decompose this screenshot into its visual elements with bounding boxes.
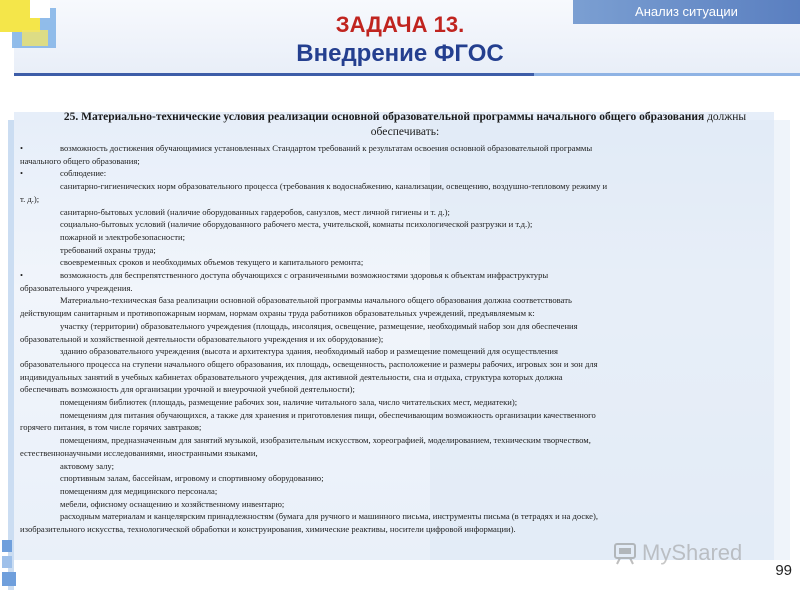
bullet-item xyxy=(20,269,776,282)
text-line: требований охраны труда; xyxy=(60,244,156,255)
corner-decoration-yellow-small xyxy=(22,30,48,46)
bullet-marker: • xyxy=(20,143,24,153)
myshared-logo-icon xyxy=(612,540,638,566)
task-title: ЗАДАЧА 13. xyxy=(335,12,465,37)
text-line: обеспечивать возможность для организации урочной и внеурочной учебной деятельности); xyxy=(20,384,355,395)
page-number: 99 xyxy=(775,562,792,579)
text-line: начального общего образования; xyxy=(20,155,140,166)
text-line: образовательного процесса на ступени начального общего образования, их площадь, освещенность, расположение и размеры рабочих, игровых зон и зон для xyxy=(20,358,598,369)
text-line: пожарной и электробезопасности; xyxy=(60,231,185,242)
watermark-text: MyShared xyxy=(642,540,743,565)
text-line: участку (территории) образовательного учреждения (площадь, инсоляция, освещение, размещение, необходимый набор зон для обеспечения xyxy=(60,320,578,331)
section-banner: Анализ ситуации xyxy=(573,0,800,24)
text-line: действующим санитарным и противопожарным нормам, нормам охраны труда работников образовательных учреждений, предъявляемым к: xyxy=(20,308,535,319)
section-heading-tail: должны обеспечивать: xyxy=(370,111,747,138)
text-line: т. д.); xyxy=(20,193,40,204)
text-line: санитарно-гигиенических норм образовательного процесса (требования к водоснабжению, канализации, освещению, воздушно-тепловому режиму и xyxy=(60,181,608,192)
bullet-item xyxy=(20,167,776,180)
bullet-text: возможность для беспрепятственного доступа обучающихся с ограниченными возможностями здоровья к объектам инфраструктуры xyxy=(60,270,549,281)
text-line: спортивным залам, бассейнам, игровому и спортивному оборудованию; xyxy=(60,473,324,484)
text-line: своевременных сроков и необходимых объемов текущего и капитального ремонта; xyxy=(60,257,364,268)
bullet-marker: • xyxy=(20,270,24,281)
text-line: помещениям библиотек (площадь, размещение рабочих зон, наличие читального зала, число читательских мест, медиатеки); xyxy=(60,397,518,408)
text-line: горячего питания, в том числе горячих завтраков; xyxy=(20,422,202,433)
bullet-marker: • xyxy=(20,168,24,179)
text-line: образовательного учреждения. xyxy=(20,282,133,293)
text-line: мебели, офисному оснащению и хозяйственному инвентарю; xyxy=(60,498,285,509)
section-heading-bold: 25. Материально-техническиe условия реализации основной образовательной программы начального общего образования xyxy=(63,111,705,123)
text-line: социально-бытовых условий (наличие оборудованного рабочего места, учительской, комнаты психологической разгрузки и т.д.); xyxy=(60,219,533,230)
text-line: образовательной и хозяйственной деятельности образовательного учреждения и их оборудование); xyxy=(20,333,384,344)
slide-title: Внедрение ФГОС xyxy=(296,40,504,67)
text-line: санитарно-бытовых условий (наличие оборудованных гардеробов, санузлов, мест личной гигиены и т. д.); xyxy=(60,206,450,217)
text-line: естественнонаучными исследованиями, иностранными языками, xyxy=(20,447,258,458)
bullet-text: соблюдение: xyxy=(60,168,107,179)
watermark xyxy=(612,538,772,568)
text-line: зданию образовательного учреждения (высота и архитектура здания, необходимый набор и размещение помещений для осуществления xyxy=(60,346,558,357)
section-heading xyxy=(40,110,770,140)
requirements-text xyxy=(20,142,776,536)
left-decoration-square xyxy=(2,540,12,552)
text-line: Материально-техническая база реализации основной образовательной программы начального общего образования должна соответствовать xyxy=(60,295,572,306)
text-line: расходным материалам и канцелярским принадлежностям (бумага для ручного и машинного письма, инструменты письма (в тетрадях и на доске), xyxy=(60,511,598,522)
bullet-text: возможность достижения обучающимися установленных Стандартом требований к результатам освоения основной образовательной программы xyxy=(60,143,593,153)
text-line: актовому залу; xyxy=(60,460,114,471)
left-decoration-square xyxy=(2,572,16,586)
header-underline-light xyxy=(534,73,800,76)
text-line: помещениям для питания обучающихся, а также для хранения и приготовления пищи, обеспечивающим возможность организации качественного xyxy=(60,409,596,420)
text-line: помещениям, предназначенным для занятий музыкой, изобразительным искусством, хореографией, моделированием, техническим творчеством, xyxy=(60,435,591,446)
header-underline-dark xyxy=(14,73,534,76)
bullet-item xyxy=(20,142,776,155)
left-decoration-square xyxy=(2,556,12,568)
text-line: изобразительного искусства, технологической обработки и конструирования, химические реактивы, носители цифровой информации). xyxy=(20,524,516,535)
text-line: помещениям для медицинского персонала; xyxy=(60,485,218,496)
text-line: индивидуальных занятий в учебных кабинетах образовательного учреждения, для активной деятельности, сна и отдыха, структура которых должна xyxy=(20,371,563,382)
corner-decoration-white xyxy=(30,0,50,18)
